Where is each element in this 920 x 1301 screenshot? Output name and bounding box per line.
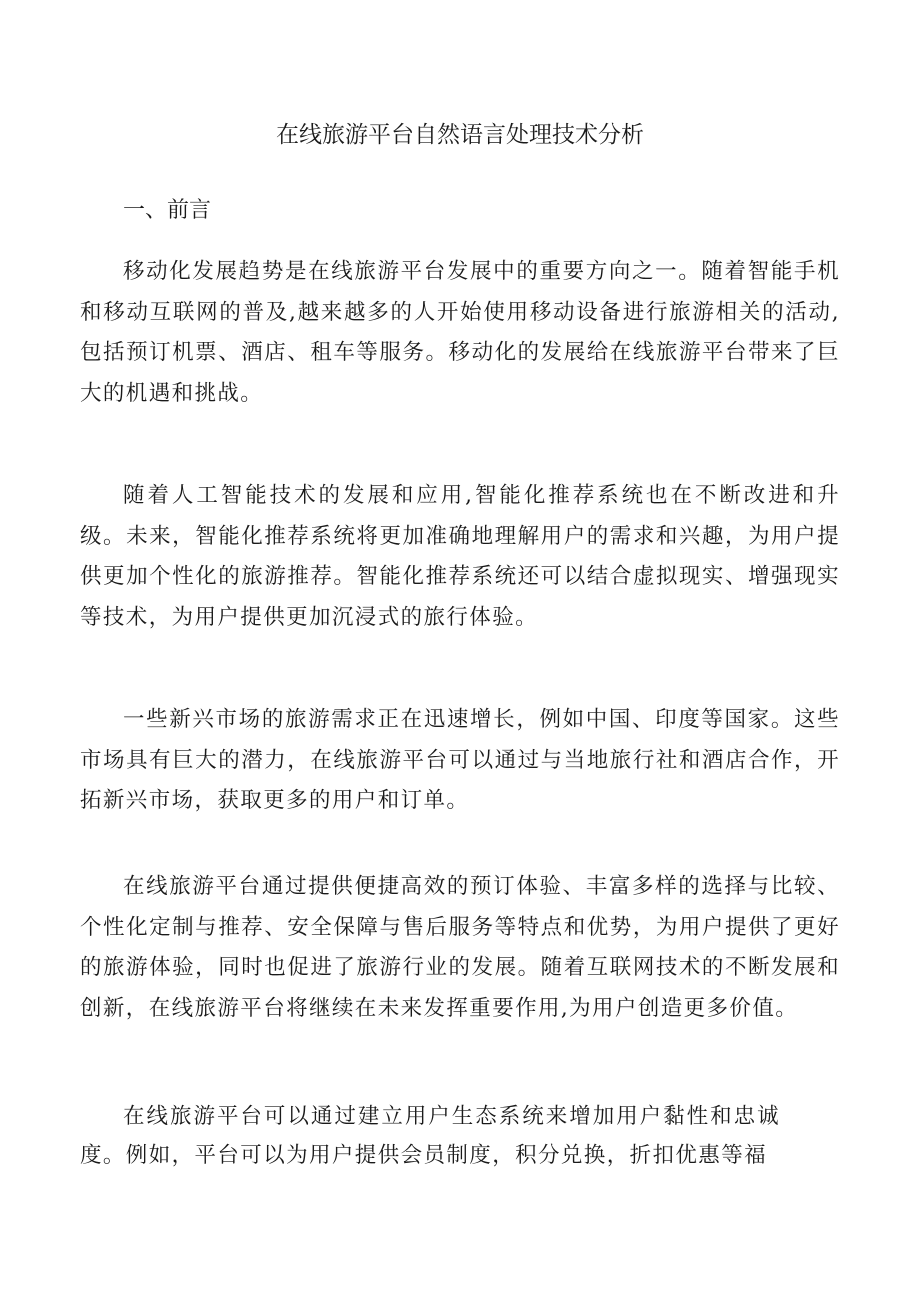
paragraph-platform-advantages: 在线旅游平台通过提供便捷高效的预订体验、丰富多样的选择与比较、个性化定制与推荐、安全保障与售后服务等特点和优势，为用户提供了更好的旅游体验，同时也促进了旅游行业的发展。随着互联网技术的不断发展和创新，在线旅游平台将继续在未来发挥重要作用,为用户创造更多价值。 bbox=[80, 874, 840, 1021]
section-heading-preface: 一、前言 bbox=[123, 198, 212, 223]
paragraph-mobile-trend: 移动化发展趋势是在线旅游平台发展中的重要方向之一。随着智能手机和移动互联网的普及,越来越多的人开始使用移动设备进行旅游相关的活动,包括预订机票、酒店、租车等服务。移动化的发展给在线旅游平台带来了巨大的机遇和挑战。 bbox=[80, 259, 840, 406]
document-title: 在线旅游平台自然语言处理技术分析 bbox=[276, 122, 644, 148]
paragraph-emerging-markets: 一些新兴市场的旅游需求正在迅速增长，例如中国、印度等国家。这些市场具有巨大的潜力，在线旅游平台可以通过与当地旅行社和酒店合作，开拓新兴市场，获取更多的用户和订单。 bbox=[80, 707, 840, 813]
paragraph-smart-recommendation: 随着人工智能技术的发展和应用,智能化推荐系统也在不断改进和升级。未来，智能化推荐系统将更加准确地理解用户的需求和兴趣，为用户提供更加个性化的旅游推荐。智能化推荐系统还可以结合虚拟现实、增强现实等技术，为用户提供更加沉浸式的旅行体验。 bbox=[80, 483, 840, 630]
paragraph-user-ecosystem: 在线旅游平台可以通过建立用户生态系统来增加用户黏性和忠诚度。例如，平台可以为用户提供会员制度，积分兑换，折扣优惠等福 bbox=[80, 1104, 780, 1168]
